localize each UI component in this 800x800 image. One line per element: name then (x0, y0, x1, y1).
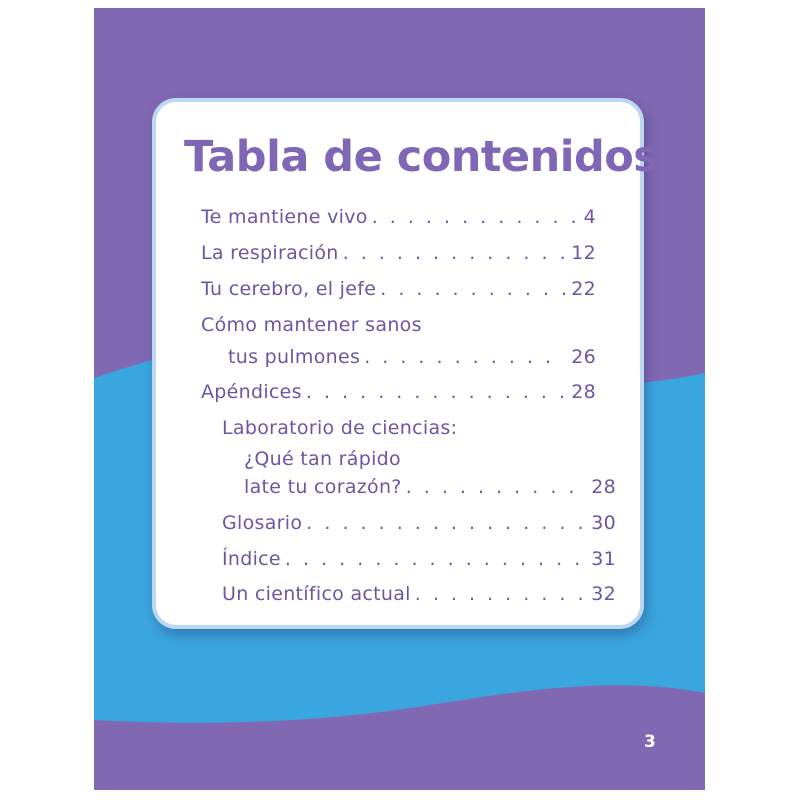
toc-entry-page: 28 (591, 476, 616, 498)
toc-title: Tabla de contenidos (184, 132, 659, 182)
dot-leader (406, 476, 586, 498)
toc-entry-page: 12 (571, 242, 596, 264)
table-of-contents-card (152, 98, 659, 629)
toc-entry-laboratorio-line1[interactable]: Laboratorio de ciencias: (222, 417, 458, 439)
toc-entry-label: Glosario (222, 512, 303, 534)
toc-entry-laboratorio-line2[interactable]: ¿Qué tan rápido (244, 448, 401, 470)
dot-leader (415, 583, 585, 605)
toc-entry-label: Apéndices (201, 381, 302, 403)
toc-entry-tu-cerebro[interactable] (201, 278, 596, 300)
toc-entry-label: Te mantiene vivo (201, 206, 368, 228)
toc-entry-indice[interactable] (222, 548, 616, 570)
toc-entry-page: 22 (571, 278, 596, 300)
page-number: 3 (644, 732, 656, 752)
toc-entry-pulmones[interactable] (228, 346, 596, 368)
toc-entry-page: 32 (591, 583, 616, 605)
dot-leader (285, 548, 585, 570)
dot-leader (343, 242, 566, 264)
toc-entry-label: tus pulmones (228, 346, 361, 368)
dot-leader (380, 278, 565, 300)
toc-entry-laboratorio[interactable] (244, 476, 616, 498)
toc-entry-page: 28 (571, 381, 596, 403)
book-page (94, 8, 705, 790)
toc-entry-glosario[interactable] (222, 512, 616, 534)
dot-leader (364, 346, 565, 368)
toc-entry-page: 31 (591, 548, 616, 570)
toc-entry-label: Un científico actual (222, 583, 411, 605)
toc-entry-page: 30 (591, 512, 616, 534)
toc-entry-te-mantiene-vivo[interactable] (201, 206, 596, 228)
toc-entry-apendices[interactable] (201, 381, 596, 403)
toc-entry-label: late tu corazón? (244, 476, 402, 498)
toc-entry-label: La respiración (201, 242, 339, 264)
toc-entry-page: 26 (571, 346, 596, 368)
toc-entry-pulmones-line1[interactable]: Cómo mantener sanos (201, 314, 422, 336)
toc-entry-cientifico-actual[interactable] (222, 583, 616, 605)
toc-entry-la-respiracion[interactable] (201, 242, 596, 264)
dot-leader (372, 206, 578, 228)
toc-entry-label: Índice (222, 548, 281, 570)
dot-leader (306, 381, 565, 403)
dot-leader (306, 512, 585, 534)
toc-entry-label: Tu cerebro, el jefe (201, 278, 377, 300)
toc-entry-page: 4 (583, 206, 596, 228)
